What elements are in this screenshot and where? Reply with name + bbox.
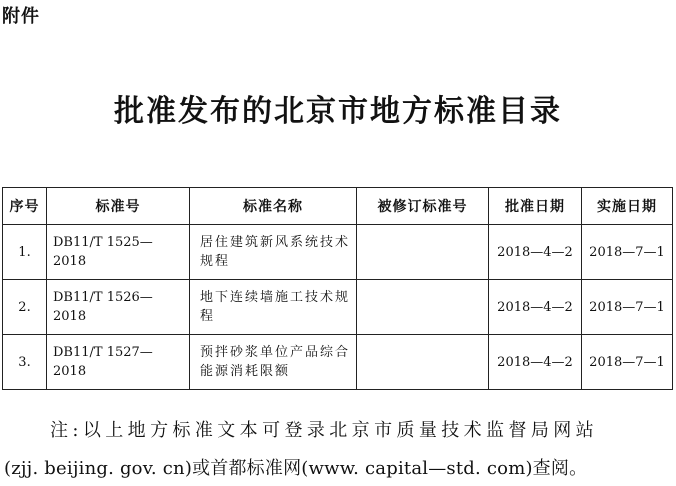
row-seq: 2.	[3, 280, 47, 335]
row-standard-name: 居住建筑新风系统技术规程	[190, 225, 357, 280]
table-row	[3, 280, 673, 335]
header-standard-name: 标准名称	[190, 188, 357, 225]
header-revised-number: 被修订标准号	[357, 188, 489, 225]
row-standard-number: DB11/T 1526—2018	[47, 280, 190, 335]
row-standard-name: 预拌砂浆单位产品综合能源消耗限额	[190, 335, 357, 390]
document-title: 批准发布的北京市地方标准目录	[114, 94, 562, 129]
table-row	[3, 225, 673, 280]
header-seq: 序号	[3, 188, 47, 225]
row-approval-date: 2018—4—2	[489, 225, 582, 280]
row-revised-number	[357, 280, 489, 335]
header-standard-number: 标准号	[47, 188, 190, 225]
footnote-line-2: (zjj. beijing. gov. cn)或首都标准网(www. capital—std. com)查阅。	[4, 458, 588, 479]
table-row	[3, 335, 673, 390]
attachment-label: 附件	[2, 6, 40, 27]
header-approval-date: 批准日期	[489, 188, 582, 225]
row-approval-date: 2018—4—2	[489, 280, 582, 335]
row-approval-date: 2018—4—2	[489, 335, 582, 390]
table-header-row	[3, 188, 673, 225]
row-standard-number: DB11/T 1525—2018	[47, 225, 190, 280]
row-effective-date: 2018—7—1	[582, 335, 673, 390]
row-seq: 3.	[3, 335, 47, 390]
standards-table	[2, 187, 673, 390]
row-seq: 1.	[3, 225, 47, 280]
row-standard-number: DB11/T 1527—2018	[47, 335, 190, 390]
row-revised-number	[357, 225, 489, 280]
row-revised-number	[357, 335, 489, 390]
row-standard-name: 地下连续墙施工技术规程	[190, 280, 357, 335]
row-effective-date: 2018—7—1	[582, 225, 673, 280]
footnote-line-1: 注:以上地方标准文本可登录北京市质量技术监督局网站	[50, 420, 599, 441]
row-effective-date: 2018—7—1	[582, 280, 673, 335]
footnote	[4, 412, 672, 486]
header-effective-date: 实施日期	[582, 188, 673, 225]
